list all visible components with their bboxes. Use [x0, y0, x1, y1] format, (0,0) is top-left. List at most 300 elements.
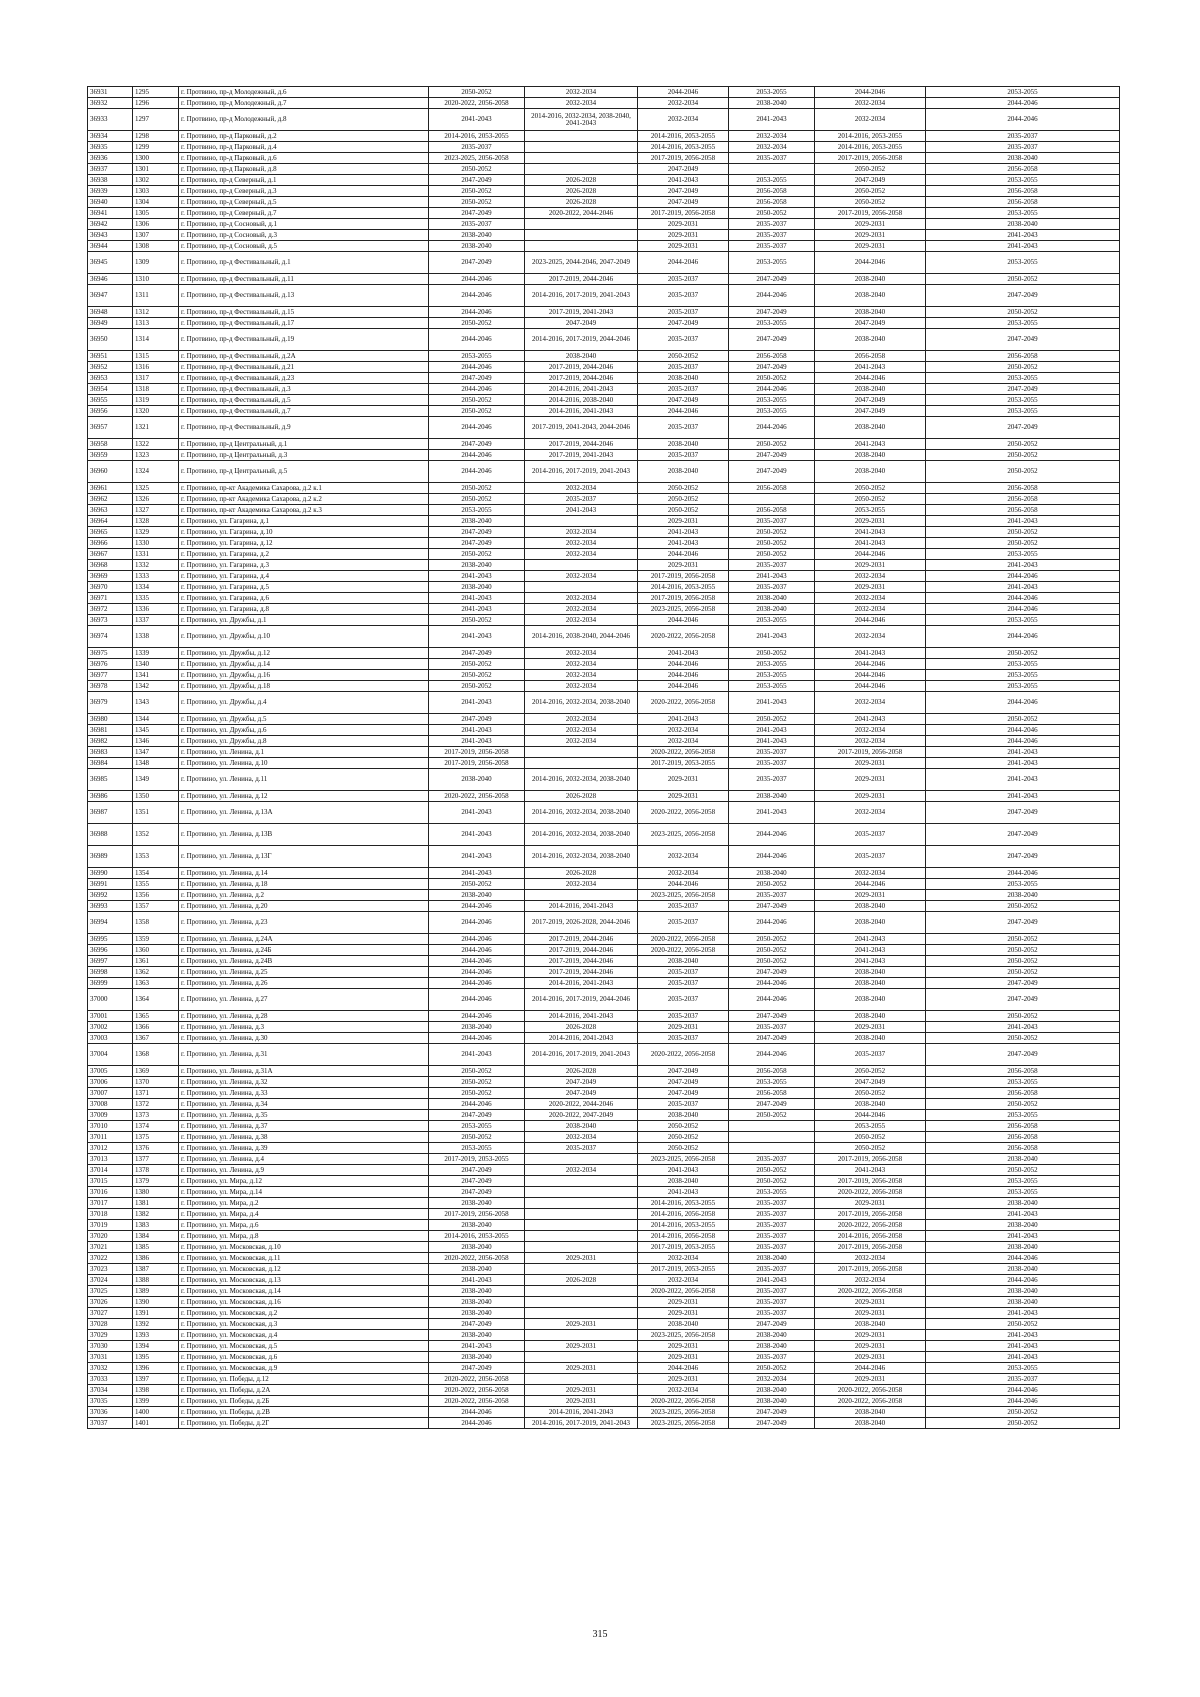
period-cell-5: 2029-2031	[815, 1330, 926, 1341]
period-cell-1: 2041-2043	[429, 109, 525, 131]
address-cell: г. Протвино, ул. Дружбы, д.10	[179, 626, 429, 648]
table-row	[88, 1176, 1120, 1187]
period-cell-3: 2023-2025, 2056-2058	[638, 1407, 729, 1418]
period-cell-2: 2032-2034	[525, 593, 638, 604]
period-cell-1: 2041-2043	[429, 571, 525, 582]
period-cell-3: 2020-2022, 2056-2058	[638, 747, 729, 758]
record-number-cell: 36982	[88, 736, 133, 747]
item-number-cell: 1382	[133, 1209, 179, 1220]
address-cell: г. Протвино, ул. Ленина, д.28	[179, 1011, 429, 1022]
period-cell-6: 2050-2052	[926, 1407, 1120, 1418]
period-cell-1: 2044-2046	[429, 1033, 525, 1044]
record-number-cell: 36967	[88, 549, 133, 560]
period-cell-3: 2050-2052	[638, 1132, 729, 1143]
record-number-cell: 37008	[88, 1099, 133, 1110]
period-cell-4: 2035-2037	[729, 1308, 815, 1319]
period-cell-1: 2038-2040	[429, 1220, 525, 1231]
period-cell-1: 2047-2049	[429, 208, 525, 219]
item-number-cell: 1361	[133, 956, 179, 967]
period-cell-5: 2017-2019, 2056-2058	[815, 1242, 926, 1253]
period-cell-2: 2014-2016, 2041-2043	[525, 406, 638, 417]
period-cell-3: 2029-2031	[638, 1308, 729, 1319]
period-cell-2: 2047-2049	[525, 318, 638, 329]
period-cell-1: 2041-2043	[429, 736, 525, 747]
record-number-cell: 36996	[88, 945, 133, 956]
period-cell-6: 2038-2040	[926, 890, 1120, 901]
item-number-cell: 1332	[133, 560, 179, 571]
period-cell-1: 2035-2037	[429, 142, 525, 153]
address-cell: г. Протвино, пр-д Фестивальный, д.5	[179, 395, 429, 406]
period-cell-1: 2038-2040	[429, 1198, 525, 1209]
record-number-cell: 36983	[88, 747, 133, 758]
period-cell-4: 2044-2046	[729, 824, 815, 846]
period-cell-4: 2056-2058	[729, 1066, 815, 1077]
period-cell-5: 2017-2019, 2056-2058	[815, 1209, 926, 1220]
address-cell: г. Протвино, пр-д Фестивальный, д.2А	[179, 351, 429, 362]
period-cell-2	[525, 1187, 638, 1198]
item-number-cell: 1344	[133, 714, 179, 725]
item-number-cell: 1398	[133, 1385, 179, 1396]
item-number-cell: 1390	[133, 1297, 179, 1308]
period-cell-5: 2029-2031	[815, 1352, 926, 1363]
period-cell-4: 2038-2040	[729, 98, 815, 109]
record-number-cell: 37025	[88, 1286, 133, 1297]
period-cell-5: 2032-2034	[815, 593, 926, 604]
period-cell-3: 2044-2046	[638, 670, 729, 681]
period-cell-3: 2029-2031	[638, 791, 729, 802]
period-cell-6: 2056-2058	[926, 494, 1120, 505]
period-cell-2: 2014-2016, 2041-2043	[525, 1407, 638, 1418]
item-number-cell: 1391	[133, 1308, 179, 1319]
record-number-cell: 36965	[88, 527, 133, 538]
record-number-cell: 36985	[88, 769, 133, 791]
period-cell-2: 2014-2016, 2017-2019, 2044-2046	[525, 329, 638, 351]
period-cell-5: 2032-2034	[815, 1275, 926, 1286]
period-cell-3: 2017-2019, 2056-2058	[638, 593, 729, 604]
period-cell-3: 2047-2049	[638, 164, 729, 175]
record-number-cell: 36969	[88, 571, 133, 582]
period-cell-1: 2050-2052	[429, 549, 525, 560]
period-cell-4: 2044-2046	[729, 846, 815, 868]
period-cell-2	[525, 1297, 638, 1308]
period-cell-2: 2041-2043	[525, 505, 638, 516]
period-cell-6: 2035-2037	[926, 142, 1120, 153]
period-cell-3: 2035-2037	[638, 1033, 729, 1044]
item-number-cell: 1318	[133, 384, 179, 395]
period-cell-6: 2050-2052	[926, 956, 1120, 967]
period-cell-4: 2050-2052	[729, 879, 815, 890]
table-row	[88, 978, 1120, 989]
item-number-cell: 1368	[133, 1044, 179, 1066]
period-cell-5: 2038-2040	[815, 901, 926, 912]
period-cell-2: 2029-2031	[525, 1385, 638, 1396]
period-cell-4: 2035-2037	[729, 890, 815, 901]
record-number-cell: 37011	[88, 1132, 133, 1143]
period-cell-1: 2050-2052	[429, 1132, 525, 1143]
period-cell-3: 2020-2022, 2056-2058	[638, 1044, 729, 1066]
address-cell: г. Протвино, пр-д Фестивальный, д.15	[179, 307, 429, 318]
period-cell-6: 2053-2055	[926, 1077, 1120, 1088]
table-row	[88, 967, 1120, 978]
period-cell-1: 2047-2049	[429, 252, 525, 274]
period-cell-3: 2038-2040	[638, 373, 729, 384]
address-cell: г. Протвино, ул. Ленина, д.12	[179, 791, 429, 802]
address-cell: г. Протвино, ул. Московская, д.9	[179, 1363, 429, 1374]
period-cell-1: 2044-2046	[429, 901, 525, 912]
period-cell-5: 2038-2040	[815, 912, 926, 934]
period-cell-4: 2053-2055	[729, 406, 815, 417]
address-cell: г. Протвино, ул. Дружбы, д.4	[179, 692, 429, 714]
period-cell-6: 2041-2043	[926, 1231, 1120, 1242]
period-cell-1: 2041-2043	[429, 846, 525, 868]
period-cell-3: 2032-2034	[638, 736, 729, 747]
period-cell-1: 2047-2049	[429, 1110, 525, 1121]
period-cell-2	[525, 1176, 638, 1187]
period-cell-2	[525, 890, 638, 901]
period-cell-2: 2032-2034	[525, 549, 638, 560]
item-number-cell: 1316	[133, 362, 179, 373]
period-cell-5: 2029-2031	[815, 219, 926, 230]
period-cell-6: 2035-2037	[926, 131, 1120, 142]
period-cell-4: 2035-2037	[729, 1022, 815, 1033]
item-number-cell: 1401	[133, 1418, 179, 1429]
period-cell-1: 2041-2043	[429, 1341, 525, 1352]
period-cell-4: 2050-2052	[729, 439, 815, 450]
page-number: 315	[592, 1629, 608, 1640]
period-cell-2: 2017-2019, 2041-2043	[525, 307, 638, 318]
record-number-cell: 36944	[88, 241, 133, 252]
period-cell-6: 2053-2055	[926, 659, 1120, 670]
period-cell-6: 2038-2040	[926, 1220, 1120, 1231]
table-row	[88, 934, 1120, 945]
address-cell: г. Протвино, ул. Ленина, д.26	[179, 978, 429, 989]
table-row	[88, 307, 1120, 318]
period-cell-4: 2038-2040	[729, 1385, 815, 1396]
table-row	[88, 626, 1120, 648]
table-row	[88, 758, 1120, 769]
period-cell-5: 2041-2043	[815, 527, 926, 538]
item-number-cell: 1328	[133, 516, 179, 527]
period-cell-5: 2044-2046	[815, 879, 926, 890]
item-number-cell: 1357	[133, 901, 179, 912]
record-number-cell: 37015	[88, 1176, 133, 1187]
period-cell-3: 2029-2031	[638, 230, 729, 241]
record-number-cell: 36988	[88, 824, 133, 846]
period-cell-3: 2041-2043	[638, 648, 729, 659]
period-cell-5: 2050-2052	[815, 483, 926, 494]
period-cell-2: 2035-2037	[525, 1143, 638, 1154]
item-number-cell: 1330	[133, 538, 179, 549]
item-number-cell: 1310	[133, 274, 179, 285]
period-cell-6: 2053-2055	[926, 1176, 1120, 1187]
record-number-cell: 37029	[88, 1330, 133, 1341]
period-cell-1: 2044-2046	[429, 329, 525, 351]
item-number-cell: 1296	[133, 98, 179, 109]
period-cell-6: 2044-2046	[926, 868, 1120, 879]
period-cell-2	[525, 1198, 638, 1209]
table-row	[88, 109, 1120, 131]
period-cell-6: 2056-2058	[926, 483, 1120, 494]
record-number-cell: 36980	[88, 714, 133, 725]
period-cell-4: 2047-2049	[729, 329, 815, 351]
period-cell-5: 2044-2046	[815, 87, 926, 98]
period-cell-1: 2044-2046	[429, 956, 525, 967]
period-cell-2: 2017-2019, 2044-2046	[525, 956, 638, 967]
period-cell-4	[729, 1132, 815, 1143]
period-cell-4: 2035-2037	[729, 153, 815, 164]
period-cell-2: 2014-2016, 2032-2034, 2038-2040	[525, 692, 638, 714]
period-cell-6: 2047-2049	[926, 384, 1120, 395]
period-cell-2: 2026-2028	[525, 868, 638, 879]
period-cell-3: 2038-2040	[638, 439, 729, 450]
period-cell-1: 2020-2022, 2056-2058	[429, 791, 525, 802]
record-number-cell: 37014	[88, 1165, 133, 1176]
address-cell: г. Протвино, пр-д Парковый, д.2	[179, 131, 429, 142]
period-cell-5: 2038-2040	[815, 307, 926, 318]
period-cell-4: 2038-2040	[729, 791, 815, 802]
table-row	[88, 494, 1120, 505]
record-number-cell: 37012	[88, 1143, 133, 1154]
period-cell-2	[525, 1220, 638, 1231]
record-number-cell: 36952	[88, 362, 133, 373]
period-cell-4: 2038-2040	[729, 593, 815, 604]
period-cell-2: 2014-2016, 2032-2034, 2038-2040	[525, 824, 638, 846]
item-number-cell: 1374	[133, 1121, 179, 1132]
period-cell-2: 2032-2034	[525, 1165, 638, 1176]
address-cell: г. Протвино, ул. Гагарина, д.10	[179, 527, 429, 538]
record-number-cell: 36934	[88, 131, 133, 142]
period-cell-3: 2020-2022, 2056-2058	[638, 1396, 729, 1407]
period-cell-3: 2047-2049	[638, 318, 729, 329]
period-cell-6: 2041-2043	[926, 560, 1120, 571]
period-cell-2: 2014-2016, 2038-2040	[525, 395, 638, 406]
period-cell-5: 2029-2031	[815, 1022, 926, 1033]
period-cell-6: 2044-2046	[926, 1385, 1120, 1396]
record-number-cell: 37020	[88, 1231, 133, 1242]
period-cell-1: 2050-2052	[429, 494, 525, 505]
period-cell-4: 2050-2052	[729, 714, 815, 725]
record-number-cell: 37035	[88, 1396, 133, 1407]
period-cell-2: 2032-2034	[525, 648, 638, 659]
record-number-cell: 36932	[88, 98, 133, 109]
table-row	[88, 879, 1120, 890]
period-cell-5: 2029-2031	[815, 230, 926, 241]
period-cell-2: 2023-2025, 2044-2046, 2047-2049	[525, 252, 638, 274]
record-number-cell: 37034	[88, 1385, 133, 1396]
period-cell-1: 2044-2046	[429, 1099, 525, 1110]
period-cell-3: 2041-2043	[638, 538, 729, 549]
period-cell-3: 2023-2025, 2056-2058	[638, 1418, 729, 1429]
item-number-cell: 1379	[133, 1176, 179, 1187]
period-cell-2: 2032-2034	[525, 483, 638, 494]
record-number-cell: 36987	[88, 802, 133, 824]
address-cell: г. Протвино, ул. Дружбы, д.6	[179, 725, 429, 736]
period-cell-2: 2014-2016, 2017-2019, 2041-2043	[525, 285, 638, 307]
address-cell: г. Протвино, ул. Ленина, д.13В	[179, 824, 429, 846]
item-number-cell: 1299	[133, 142, 179, 153]
period-cell-4: 2035-2037	[729, 1242, 815, 1253]
period-cell-4	[729, 1143, 815, 1154]
record-number-cell: 36972	[88, 604, 133, 615]
period-cell-6: 2044-2046	[926, 98, 1120, 109]
table-row	[88, 1308, 1120, 1319]
period-cell-1: 2035-2037	[429, 219, 525, 230]
item-number-cell: 1309	[133, 252, 179, 274]
period-cell-6: 2053-2055	[926, 373, 1120, 384]
period-cell-1: 2023-2025, 2056-2058	[429, 153, 525, 164]
period-cell-4: 2035-2037	[729, 516, 815, 527]
period-cell-2: 2017-2019, 2044-2046	[525, 945, 638, 956]
period-cell-3: 2035-2037	[638, 417, 729, 439]
period-cell-5: 2035-2037	[815, 1044, 926, 1066]
address-cell: г. Протвино, ул. Московская, д.14	[179, 1286, 429, 1297]
period-cell-2	[525, 1231, 638, 1242]
table-row	[88, 241, 1120, 252]
period-cell-5: 2038-2040	[815, 1319, 926, 1330]
period-cell-2: 2017-2019, 2044-2046	[525, 439, 638, 450]
period-cell-3: 2038-2040	[638, 1176, 729, 1187]
period-cell-3: 2017-2019, 2056-2058	[638, 153, 729, 164]
record-number-cell: 36956	[88, 406, 133, 417]
period-cell-6: 2038-2040	[926, 1242, 1120, 1253]
period-cell-5: 2032-2034	[815, 109, 926, 131]
period-cell-6: 2047-2049	[926, 329, 1120, 351]
period-cell-3: 2050-2052	[638, 494, 729, 505]
record-number-cell: 36975	[88, 648, 133, 659]
period-cell-2: 2038-2040	[525, 1121, 638, 1132]
table-row	[88, 945, 1120, 956]
period-cell-6: 2053-2055	[926, 1363, 1120, 1374]
period-cell-5: 2041-2043	[815, 934, 926, 945]
item-number-cell: 1400	[133, 1407, 179, 1418]
period-cell-6: 2056-2058	[926, 186, 1120, 197]
period-cell-2: 2014-2016, 2032-2034, 2038-2040	[525, 769, 638, 791]
address-cell: г. Протвино, ул. Московская, д.6	[179, 1352, 429, 1363]
period-cell-1: 2053-2055	[429, 1121, 525, 1132]
address-cell: г. Протвино, ул. Ленина, д.20	[179, 901, 429, 912]
period-cell-6: 2053-2055	[926, 87, 1120, 98]
period-cell-1: 2038-2040	[429, 769, 525, 791]
period-cell-4: 2044-2046	[729, 285, 815, 307]
address-cell: г. Протвино, ул. Ленина, д.25	[179, 967, 429, 978]
record-number-cell: 37024	[88, 1275, 133, 1286]
address-cell: г. Протвино, пр-д Фестивальный, д.11	[179, 274, 429, 285]
period-cell-2: 2032-2034	[525, 681, 638, 692]
period-cell-3: 2050-2052	[638, 1143, 729, 1154]
record-number-cell: 36943	[88, 230, 133, 241]
item-number-cell: 1399	[133, 1396, 179, 1407]
period-cell-6: 2038-2040	[926, 1286, 1120, 1297]
period-cell-5: 2050-2052	[815, 1088, 926, 1099]
table-row	[88, 461, 1120, 483]
period-cell-3: 2038-2040	[638, 461, 729, 483]
address-cell: г. Протвино, пр-кт Академика Сахарова, д.2 к.2	[179, 494, 429, 505]
period-cell-6: 2050-2052	[926, 1033, 1120, 1044]
period-cell-1: 2050-2052	[429, 197, 525, 208]
period-cell-6: 2053-2055	[926, 670, 1120, 681]
period-cell-3: 2041-2043	[638, 527, 729, 538]
address-cell: г. Протвино, ул. Ленина, д.4	[179, 1154, 429, 1165]
period-cell-1: 2047-2049	[429, 648, 525, 659]
period-cell-6: 2050-2052	[926, 274, 1120, 285]
period-cell-4: 2035-2037	[729, 582, 815, 593]
record-number-cell: 37028	[88, 1319, 133, 1330]
period-cell-6: 2050-2052	[926, 714, 1120, 725]
address-cell: г. Протвино, ул. Ленина, д.23	[179, 912, 429, 934]
period-cell-6: 2044-2046	[926, 604, 1120, 615]
table-row	[88, 175, 1120, 186]
period-cell-3: 2014-2016, 2053-2055	[638, 1220, 729, 1231]
table-row	[88, 670, 1120, 681]
period-cell-1: 2047-2049	[429, 175, 525, 186]
table-row	[88, 846, 1120, 868]
period-cell-6: 2044-2046	[926, 571, 1120, 582]
period-cell-5: 2047-2049	[815, 1077, 926, 1088]
period-cell-3: 2020-2022, 2056-2058	[638, 945, 729, 956]
address-cell: г. Протвино, ул. Ленина, д.9	[179, 1165, 429, 1176]
period-cell-3: 2014-2016, 2056-2058	[638, 1209, 729, 1220]
address-cell: г. Протвино, ул. Мира, д.14	[179, 1187, 429, 1198]
period-cell-6: 2044-2046	[926, 692, 1120, 714]
period-cell-1: 2047-2049	[429, 439, 525, 450]
address-cell: г. Протвино, пр-д Фестивальный, д.23	[179, 373, 429, 384]
table-row	[88, 1407, 1120, 1418]
period-cell-3: 2035-2037	[638, 912, 729, 934]
period-cell-4: 2047-2049	[729, 461, 815, 483]
period-cell-3: 2047-2049	[638, 197, 729, 208]
period-cell-4: 2035-2037	[729, 560, 815, 571]
period-cell-4: 2047-2049	[729, 274, 815, 285]
period-cell-5: 2038-2040	[815, 450, 926, 461]
period-cell-3: 2038-2040	[638, 1110, 729, 1121]
period-cell-3: 2017-2019, 2053-2055	[638, 1264, 729, 1275]
period-cell-1: 2047-2049	[429, 538, 525, 549]
table-row	[88, 725, 1120, 736]
period-cell-1: 2053-2055	[429, 1143, 525, 1154]
period-cell-2	[525, 1242, 638, 1253]
period-cell-1: 2044-2046	[429, 989, 525, 1011]
period-cell-2: 2026-2028	[525, 186, 638, 197]
address-cell: г. Протвино, ул. Ленина, д.31А	[179, 1066, 429, 1077]
record-number-cell: 37026	[88, 1297, 133, 1308]
period-cell-1: 2050-2052	[429, 1066, 525, 1077]
period-cell-6: 2047-2049	[926, 802, 1120, 824]
period-cell-2	[525, 153, 638, 164]
table-row	[88, 208, 1120, 219]
item-number-cell: 1393	[133, 1330, 179, 1341]
record-number-cell: 36935	[88, 142, 133, 153]
item-number-cell: 1359	[133, 934, 179, 945]
period-cell-5: 2038-2040	[815, 1033, 926, 1044]
period-cell-4: 2041-2043	[729, 802, 815, 824]
address-cell: г. Протвино, ул. Ленина, д.39	[179, 1143, 429, 1154]
period-cell-6: 2038-2040	[926, 153, 1120, 164]
item-number-cell: 1300	[133, 153, 179, 164]
item-number-cell: 1377	[133, 1154, 179, 1165]
item-number-cell: 1320	[133, 406, 179, 417]
period-cell-2: 2017-2019, 2044-2046	[525, 274, 638, 285]
address-cell: г. Протвино, ул. Гагарина, д.12	[179, 538, 429, 549]
item-number-cell: 1369	[133, 1066, 179, 1077]
period-cell-4: 2050-2052	[729, 1363, 815, 1374]
table-row	[88, 274, 1120, 285]
period-cell-4: 2035-2037	[729, 1264, 815, 1275]
period-cell-5: 2050-2052	[815, 164, 926, 175]
period-cell-1: 2017-2019, 2056-2058	[429, 758, 525, 769]
period-cell-2: 2020-2022, 2044-2046	[525, 1099, 638, 1110]
period-cell-1: 2020-2022, 2056-2058	[429, 98, 525, 109]
period-cell-5: 2032-2034	[815, 1253, 926, 1264]
